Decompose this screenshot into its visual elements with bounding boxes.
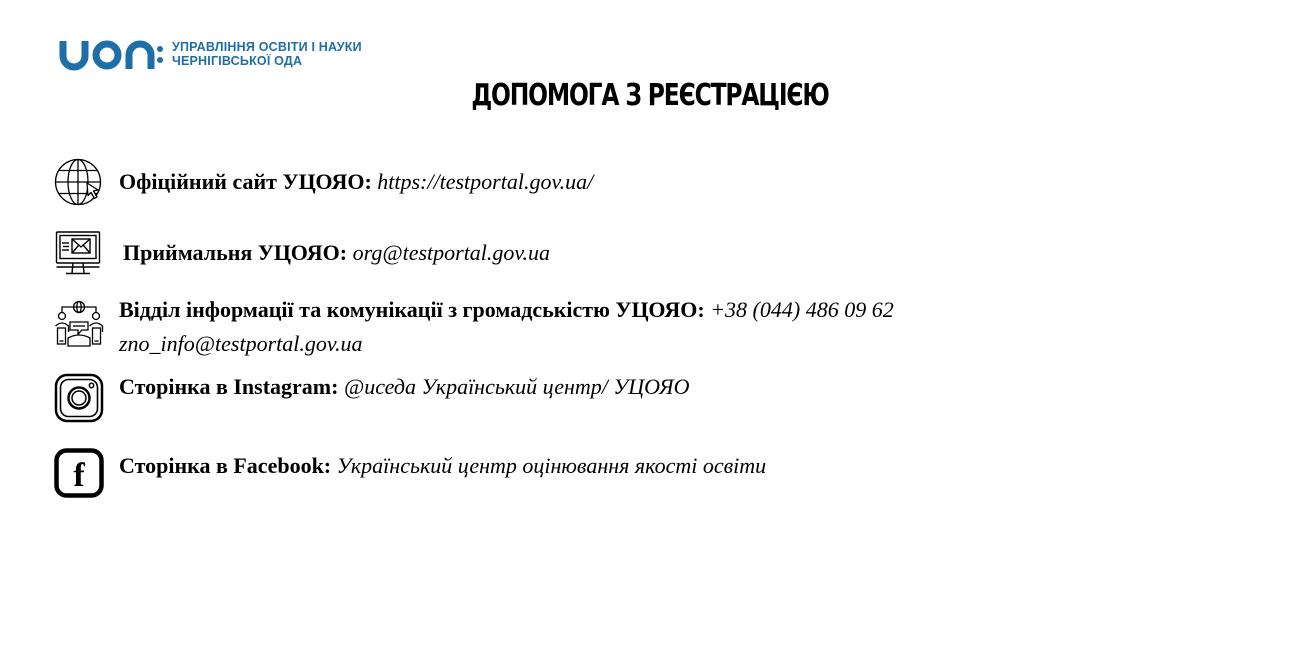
computer-mail-icon xyxy=(54,229,104,279)
reception-email[interactable]: org@testportal.gov.ua xyxy=(352,240,551,265)
contact-text-reception xyxy=(123,236,550,269)
contact-row-communications xyxy=(54,298,894,360)
facebook-label: Сторінка в Facebook: xyxy=(119,453,332,478)
contact-text-instagram xyxy=(119,370,689,403)
logo-text xyxy=(172,40,362,68)
website-label: Офіційний сайт УЦОЯО: xyxy=(119,169,372,194)
instagram-label: Сторінка в Instagram: xyxy=(119,374,339,399)
reception-label: Приймальня УЦОЯО: xyxy=(123,240,348,265)
instagram-link[interactable]: @uседа Український центр/ УЦОЯО xyxy=(343,374,690,399)
contact-text-communications xyxy=(119,298,894,360)
communications-email[interactable]: zno_info@testportal.gov.ua xyxy=(119,331,363,356)
header-logo xyxy=(58,36,362,72)
contact-row-website xyxy=(54,158,593,208)
contact-row-reception xyxy=(54,229,550,279)
communications-line-1 xyxy=(119,293,894,326)
contact-text-facebook xyxy=(119,449,766,482)
globe-cursor-icon xyxy=(54,158,104,208)
facebook-link[interactable]: Український центр оцінювання якості освіти xyxy=(336,453,767,478)
contact-row-facebook xyxy=(54,448,766,498)
communications-phone[interactable]: +38 (044) 486 09 62 xyxy=(710,297,894,322)
svg-text:f: f xyxy=(73,457,85,494)
communications-label: Відділ інформації та комунікації з громадськістю УЦОЯО: xyxy=(119,297,705,322)
uon-logo-mark xyxy=(58,36,164,72)
contact-text-website xyxy=(119,165,593,198)
logo-line-1: УПРАВЛІННЯ ОСВІТИ І НАУКИ xyxy=(172,40,362,54)
logo-line-2: ЧЕРНІГІВСЬКОЇ ОДА xyxy=(172,54,303,68)
contact-row-instagram xyxy=(54,373,689,423)
website-link[interactable]: https://testportal.gov.ua/ xyxy=(377,169,594,194)
instagram-icon xyxy=(54,373,104,423)
page-title: ДОПОМОГА З РЕЄСТРАЦІЄЮ xyxy=(471,78,829,113)
facebook-icon xyxy=(54,448,104,498)
people-network-icon xyxy=(54,298,104,348)
